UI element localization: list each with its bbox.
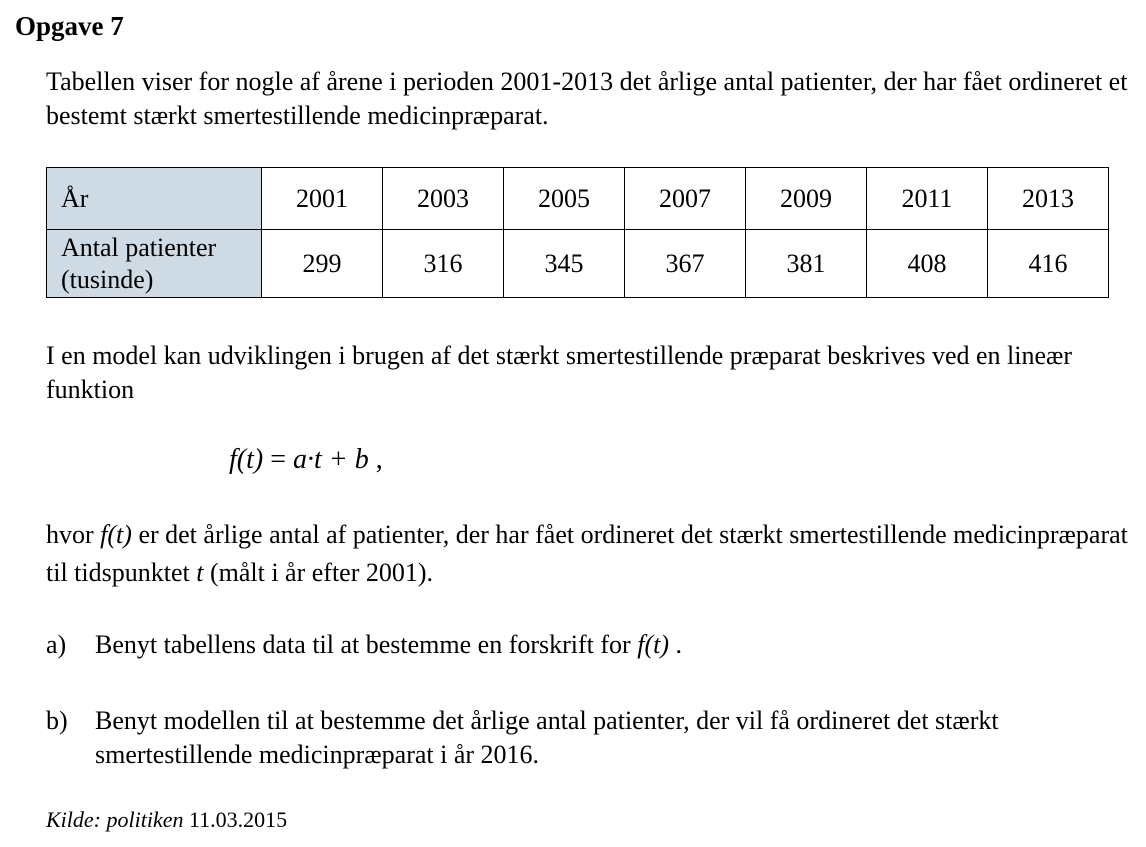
source-citation — [46, 806, 287, 834]
patients-header-line2: (tusinde) — [61, 264, 154, 294]
source-label: Kilde: politiken — [46, 807, 184, 832]
patients-header-line1: Antal patienter — [61, 232, 217, 262]
table-row-years — [47, 168, 1109, 230]
question-a-body: Benyt tabellens data til at bestemme en forskrift for — [95, 630, 638, 659]
exercise-title: Opgave 7 — [15, 11, 124, 41]
formula-rhs: a·t + b — [293, 444, 369, 475]
patients-cell: 408 — [867, 230, 988, 298]
linear-formula — [229, 440, 383, 480]
year-cell: 2013 — [988, 168, 1109, 230]
patients-cell: 381 — [746, 230, 867, 298]
question-a-label: a) — [46, 630, 67, 659]
year-cell: 2003 — [383, 168, 504, 230]
definition-paragraph — [46, 516, 1136, 592]
patients-cell: 345 — [504, 230, 625, 298]
definition-pre: hvor — [46, 520, 101, 549]
patients-table — [46, 167, 1109, 298]
question-b-text: Benyt modellen til at bestemme det årlige antal patienter, der vil få ordineret det stærkt smertestillende medicinpræparat i år 2016. — [95, 706, 999, 769]
question-a-end: . — [668, 630, 682, 659]
model-paragraph: I en model kan udviklingen i brugen af det stærkt smertestillende præparat beskrives ved en lineær funktion — [46, 341, 1073, 404]
patients-header-cell — [47, 230, 262, 298]
year-cell: 2007 — [625, 168, 746, 230]
year-cell: 2005 — [504, 168, 625, 230]
patients-cell: 416 — [988, 230, 1109, 298]
question-b-label: b) — [46, 706, 68, 735]
year-cell: 2001 — [262, 168, 383, 230]
definition-variable: t — [196, 558, 204, 587]
year-cell: 2011 — [867, 168, 988, 230]
definition-function: f(t) — [100, 520, 132, 549]
intro-paragraph: Tabellen viser for nogle af årene i perioden 2001-2013 det årlige antal patienter, der har fået ordineret et bestemt stærkt smertestillende medicinpræparat. — [46, 67, 1128, 130]
question-a-text — [95, 628, 1145, 662]
year-cell: 2009 — [746, 168, 867, 230]
table-row-patients — [47, 230, 1109, 298]
source-date: 11.03.2015 — [183, 807, 288, 832]
question-a-function: f(t) — [637, 630, 669, 659]
patients-cell: 367 — [625, 230, 746, 298]
definition-post: (målt i år efter 2001). — [203, 558, 434, 587]
formula-equals: = — [263, 444, 294, 475]
patients-cell: 299 — [262, 230, 383, 298]
definition-mid: er det årlige antal af patienter, der har fået ordineret det stærkt smertestillende medicinpræparat til tidspunktet — [46, 520, 1128, 587]
formula-trail: , — [368, 444, 383, 475]
formula-lhs: f(t) — [229, 444, 264, 475]
year-header-cell — [47, 168, 262, 230]
year-header: År — [61, 183, 89, 213]
patients-cell: 316 — [383, 230, 504, 298]
